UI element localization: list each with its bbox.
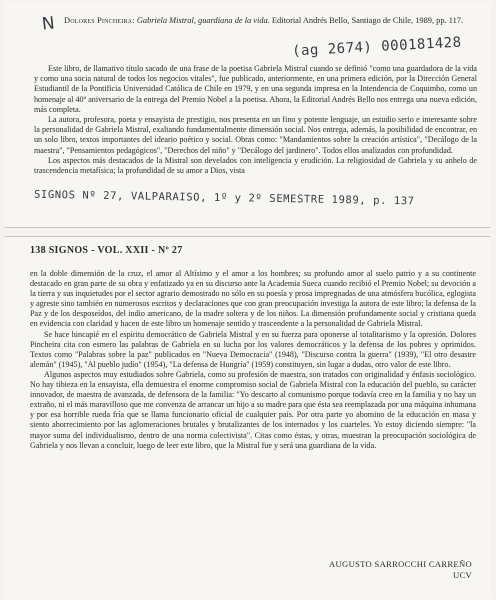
clipping-paragraph: Los aspectos más destacados de la Mistral son develados con inteligencia y erudición. La religiosidad de Gabriela y su anhelo de trascendencia metafísica; la profundidad de su amor a Dios, vista	[34, 155, 477, 176]
clipping-paragraph: La autora, profesora, poeta y ensayista de prestigio, nos presenta en un fino y potente lenguaje, un estudio serio e interesante sobre la personalidad de Gabriela Mistral, exaltando fundamentalmente dimensión social. Nos entrega, además, la posibilidad de encontrar, en un solo libro, textos importantes del ideario poético y social. Obras como: "Mandamientos sobre la creación artística", "Decálogo de la maestra", "Pensamientos pedagógicos", "Derechos del niño" y "Decálogo del jardinero". Todos ellos analizados con profundidad.	[34, 115, 477, 155]
reference-author: Dolores Pincheira:	[64, 16, 135, 25]
review-signature	[329, 559, 472, 581]
signature-affiliation: UCV	[452, 570, 472, 580]
handwritten-catalog-code: (ag 2674) 000181428	[291, 34, 462, 60]
signature-name: AUGUSTO SARROCCHI CARREÑO	[329, 559, 472, 569]
handwritten-source-note: SIGNOS Nº 27, VALPARAISO, 1º y 2º SEMESTRE 1989, p. 137	[33, 188, 415, 208]
running-head: 138 SIGNOS - VOL. XXII - Nº 27	[30, 245, 183, 256]
page-body	[30, 269, 476, 451]
page-paragraph: en la doble dimensión de la cruz, el amor al Altísimo y el amor a los hombres; su profundo amor al suelo patrio y a su continente destacado en gran parte de su obra y enfatizado ya en su discurso ante la Academia Sueca cuando recibió el Premio Nobel; su devoción a la tierra y sus inquietudes por el sector agrario demostrado no sólo en su poesía y prosa impregnadas de una atmósfera bucólica, eglogista y agreste sino también en numerosos escritos y declaraciones que con gran preocupación investiga la autora de este libro; la defensa de la Paz y de los desposeídos, del indio americano, de la madre soltera y de los niños. La dimensión profundamente social y cristiana queda en evidencia con claridad y hacen de este libro un homenaje sentido y trascendente a la personalidad de Gabriela Mistral.	[30, 269, 476, 329]
clipping-paragraph: Este libro, de llamativo título sacado de una frase de la poetisa Gabriela Mistral cuando se definió "como una guardadora de la vida y como una socia natural de todos los negocios vitales", fue publicado, anteriormente, en una primera edición, por la Dirección General Estudiantil de la Pontificia Universidad Católica de Chile en 1979, y en una segunda impresa en la Intendencia de Coquimbo, como un homenaje al 40º aniversario de la entrega del Premio Nobel a la poetisa. Ahora, la Editorial Andrés Bello nos entrega una nueva edición, más completa.	[34, 64, 477, 114]
bibliographic-reference	[64, 16, 484, 27]
page-paragraph: Algunos aspectos muy estudiados sobre Gabriela, como su profesión de maestra, son tratados con originalidad y énfasis sociológico. No hay tibieza en la ensayista, ella demuestra el enorme compromiso social de Gabriela Mistral con la educación del pueblo, su carácter innovador, de maestra de avanzada, de defensora de la familia: "Yo descarto al comunismo porque todavía creo en la familia y no hay un extraño, ni el más maravilloso que me convenza de arrancar un hijo a su madre para que ésta sea reemplazada por una máquina inhumana y por esa horrible rueda fría que se llama funcionario oficial de cualquier país. Por otra parte yo abomino de la educación en masa y siento aborrecimiento por las aglomeraciones brutales y brutalizantes de los internados y los cuarteles. Yo estoy diciendo siempre: "la mayor suma del individualismo, dentro de una norma colectivista". Citas como éstas, y otras, muestran la preocupación sociológica de Gabriela y nos llevan a concluir, luego de leer este libro, que la Mistral fue y será una guardiana de la vida.	[30, 369, 476, 450]
reference-publisher: Editorial Andrés Bello, Santiago de Chile, 1989, pp. 117.	[271, 16, 464, 25]
reference-title: Gabriela Mistral, guardiana de la vida.	[136, 16, 270, 25]
page-paragraph: Se hace hincapié en el espíritu democrático de Gabriela Mistral y en su fuerza para oponerse al totalitarismo y la opresión. Dolores Pincheira cita con esmero las palabras de Gabriela en su lucha por los valores democráticos y la defensa de los pobres y oprimidos. Textos como "Palabras sobre la paz" publicados en "Nueva Democracia" (1948), "Discurso contra la guerra" (1939), "El otro desastre alemán" (1945), "Al pueblo judío" (1954), "La defensa de Hungría" (1959) constituyen, sin lugar a dudas, otro valor de este libro.	[30, 329, 476, 369]
clipping-section	[4, 2, 490, 228]
handwritten-margin-note: N	[40, 13, 56, 35]
page-section	[4, 236, 490, 599]
clipping-body	[34, 64, 477, 176]
